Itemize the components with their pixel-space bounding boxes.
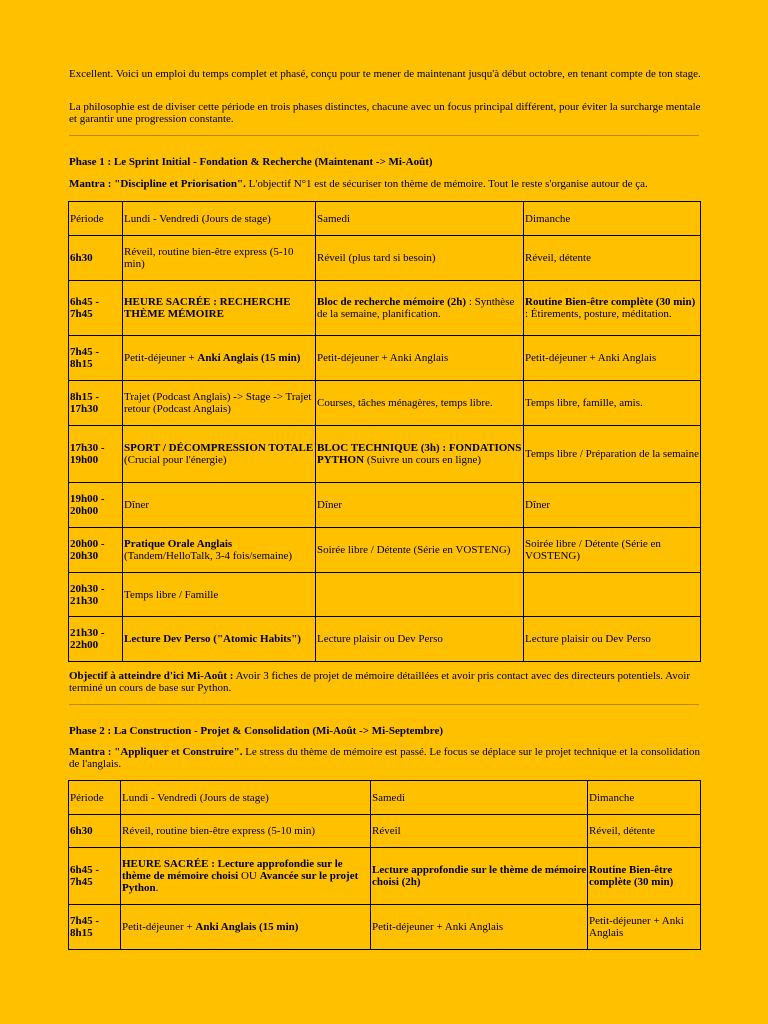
table-row <box>69 236 701 281</box>
period-cell: 6h30 <box>69 815 121 848</box>
header-cell: Dimanche <box>588 781 701 815</box>
weekday-cell: Trajet (Podcast Anglais) -> Stage -> Trajet retour (Podcast Anglais) <box>123 381 316 426</box>
weekday-cell: Petit-déjeuner + Anki Anglais (15 min) <box>121 905 371 950</box>
sunday-cell: Temps libre / Préparation de la semaine <box>524 426 701 483</box>
table-header-row <box>69 781 701 815</box>
table-row <box>69 573 701 617</box>
sunday-cell: Soirée libre / Détente (Série en VOSTENG) <box>524 528 701 573</box>
phase1-schedule-table <box>68 201 701 662</box>
phase2-schedule-table <box>68 780 701 950</box>
header-cell: Dimanche <box>524 202 701 236</box>
saturday-cell: Soirée libre / Détente (Série en VOSTENG) <box>316 528 524 573</box>
weekday-cell: Réveil, routine bien-être express (5-10 min) <box>121 815 371 848</box>
weekday-cell: Temps libre / Famille <box>123 573 316 617</box>
sunday-cell: Dîner <box>524 483 701 528</box>
divider <box>69 135 699 136</box>
intro-paragraph-1: Excellent. Voici un emploi du temps complet et phasé, conçu pour te mener de maintenant jusqu'à début octobre, en tenant compte de ton stage. <box>69 68 701 80</box>
sunday-cell: Réveil, détente <box>588 815 701 848</box>
period-cell: 7h45 - 8h15 <box>69 336 123 381</box>
sunday-cell: Temps libre, famille, amis. <box>524 381 701 426</box>
saturday-cell: Bloc de recherche mémoire (2h) : Synthèse de la semaine, planification. <box>316 281 524 336</box>
intro-paragraph-2: La philosophie est de diviser cette période en trois phases distinctes, chacune avec un focus principal différent, pour éviter la surcharge mentale et garantir une progression constante. <box>69 101 701 125</box>
header-cell: Samedi <box>316 202 524 236</box>
divider <box>69 704 699 705</box>
phase1-title: Phase 1 : Le Sprint Initial - Fondation & Recherche (Maintenant -> Mi-Août) <box>69 156 433 168</box>
phase2-title: Phase 2 : La Construction - Projet & Consolidation (Mi-Août -> Mi-Septembre) <box>69 725 444 737</box>
table-header-row <box>69 202 701 236</box>
period-cell: 6h45 - 7h45 <box>69 281 123 336</box>
period-cell: 21h30 - 22h00 <box>69 617 123 662</box>
saturday-cell: Dîner <box>316 483 524 528</box>
period-cell: 20h30 - 21h30 <box>69 573 123 617</box>
period-cell: 19h00 - 20h00 <box>69 483 123 528</box>
period-cell: 20h00 - 20h30 <box>69 528 123 573</box>
saturday-cell: Petit-déjeuner + Anki Anglais <box>316 336 524 381</box>
table-row <box>69 905 701 950</box>
table-row <box>69 617 701 662</box>
saturday-cell: Réveil (plus tard si besoin) <box>316 236 524 281</box>
saturday-cell: BLOC TECHNIQUE (3h) : FONDATIONS PYTHON (Suivre un cours en ligne) <box>316 426 524 483</box>
period-cell: 7h45 - 8h15 <box>69 905 121 950</box>
weekday-cell: HEURE SACRÉE : RECHERCHE THÈME MÉMOIRE <box>123 281 316 336</box>
saturday-cell: Petit-déjeuner + Anki Anglais <box>371 905 588 950</box>
saturday-cell: Réveil <box>371 815 588 848</box>
weekday-cell: Petit-déjeuner + Anki Anglais (15 min) <box>123 336 316 381</box>
saturday-cell: Lecture approfondie sur le thème de mémoire choisi (2h) <box>371 848 588 905</box>
table-row <box>69 848 701 905</box>
table-row <box>69 426 701 483</box>
weekday-cell: SPORT / DÉCOMPRESSION TOTALE (Crucial pour l'énergie) <box>123 426 316 483</box>
saturday-cell: Courses, tâches ménagères, temps libre. <box>316 381 524 426</box>
weekday-cell: Pratique Orale Anglais (Tandem/HelloTalk, 3-4 fois/semaine) <box>123 528 316 573</box>
weekday-cell: HEURE SACRÉE : Lecture approfondie sur le thème de mémoire choisi OU Avancée sur le projet Python. <box>121 848 371 905</box>
sunday-cell: Petit-déjeuner + Anki Anglais <box>588 905 701 950</box>
phase2-mantra: Mantra : "Appliquer et Construire". Le stress du thème de mémoire est passé. Le focus se déplace sur le projet technique et la consolidation de l'anglais. <box>69 746 701 770</box>
sunday-cell: Lecture plaisir ou Dev Perso <box>524 617 701 662</box>
sunday-cell: Routine Bien-être complète (30 min) <box>588 848 701 905</box>
weekday-cell: Dîner <box>123 483 316 528</box>
period-cell: 6h30 <box>69 236 123 281</box>
table-row <box>69 528 701 573</box>
table-row <box>69 381 701 426</box>
phase1-mantra: Mantra : "Discipline et Priorisation". L'objectif N°1 est de sécuriser ton thème de mémoire. Tout le reste s'organise autour de ça. <box>69 178 648 190</box>
saturday-cell <box>316 573 524 617</box>
header-cell: Samedi <box>371 781 588 815</box>
period-cell: 6h45 - 7h45 <box>69 848 121 905</box>
weekday-cell: Réveil, routine bien-être express (5-10 min) <box>123 236 316 281</box>
sunday-cell <box>524 573 701 617</box>
table-row <box>69 281 701 336</box>
saturday-cell: Lecture plaisir ou Dev Perso <box>316 617 524 662</box>
period-cell: 17h30 - 19h00 <box>69 426 123 483</box>
sunday-cell: Réveil, détente <box>524 236 701 281</box>
sunday-cell: Petit-déjeuner + Anki Anglais <box>524 336 701 381</box>
table-row <box>69 483 701 528</box>
phase1-objective: Objectif à atteindre d'ici Mi-Août : Avoir 3 fiches de projet de mémoire détaillées et avoir pris contact avec des directeurs potentiels. Avoir terminé un cours de base sur Python. <box>69 670 691 694</box>
sunday-cell: Routine Bien-être complète (30 min) : Étirements, posture, méditation. <box>524 281 701 336</box>
header-cell: Période <box>69 202 123 236</box>
weekday-cell: Lecture Dev Perso ("Atomic Habits") <box>123 617 316 662</box>
period-cell: 8h15 - 17h30 <box>69 381 123 426</box>
header-cell: Lundi - Vendredi (Jours de stage) <box>121 781 371 815</box>
header-cell: Période <box>69 781 121 815</box>
header-cell: Lundi - Vendredi (Jours de stage) <box>123 202 316 236</box>
table-row <box>69 336 701 381</box>
table-row <box>69 815 701 848</box>
